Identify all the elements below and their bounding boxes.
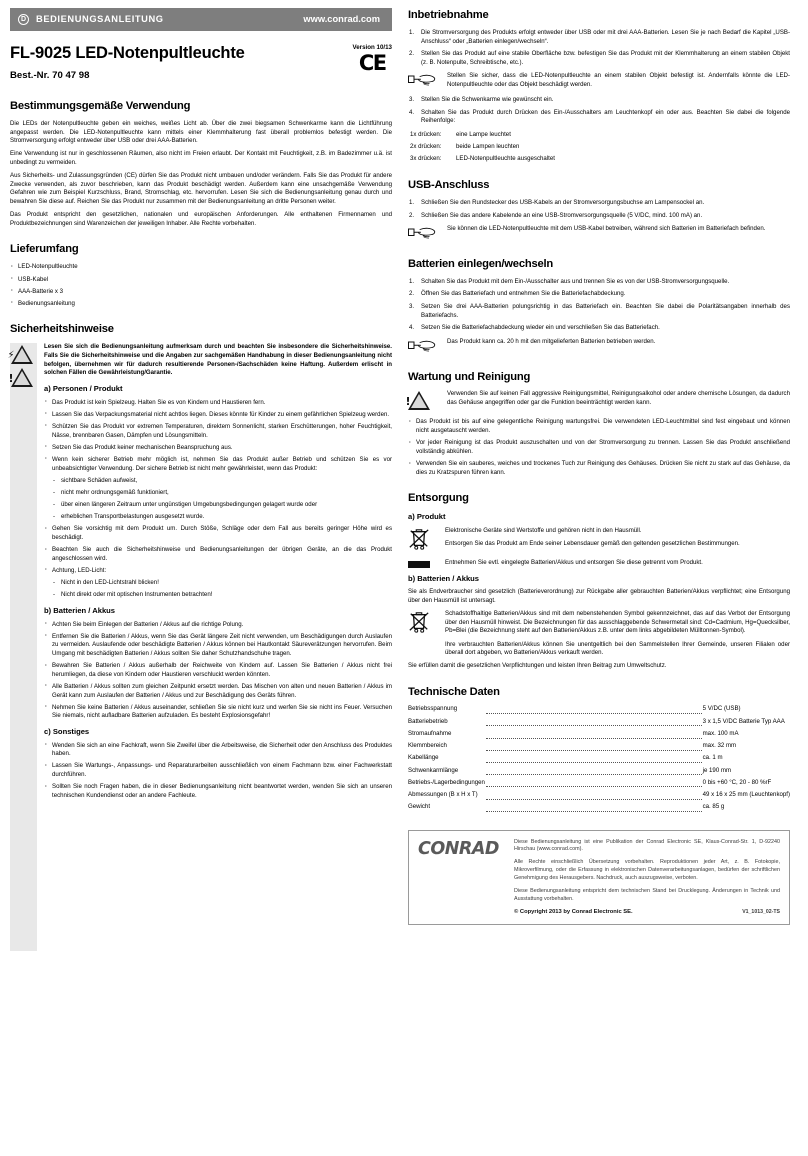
dot-leader [485, 779, 703, 791]
dot-leader [485, 742, 703, 754]
list-item: Stellen Sie die Schwenkarme wie gewünscht ein. [421, 96, 554, 104]
table-row [408, 742, 790, 754]
battery-steps [408, 278, 790, 333]
safety-content [10, 343, 392, 800]
list-item: · Sollten Sie noch Fragen haben, die in dieser Bedienungsanleitung nicht beantwortet werden, wenden Sie sich an unseren technischen Kundendienst oder an andere Fachleute. [44, 783, 392, 800]
spec-value: 3 x 1,5 V/DC Batterie Typ AAA [702, 717, 785, 725]
document-type-label: BEDIENUNGSANLEITUNG [36, 13, 164, 24]
list-item: Setzen Sie die Batteriefachabdeckung wieder ein und verschließen Sie das Batteriefach. [421, 324, 660, 332]
intended-use-paragraph: Die LEDs der Notenpultleuchte geben ein weiches, weißes Licht ab. Über die zwei biegsamen Schwenkarme kann die Lichtführung angepasst werden. Die LED-Notenpultleuchte kann mittels einer Klemmhalterung fast überall problemlos befestigt werden. Die Stromversorgung erfolgt entweder über USB oder drei AAA-Batterien. [10, 119, 392, 145]
list-item: · Alle Batterien / Akkus sollten zum gleichen Zeitpunkt ersetzt werden. Das Mischen von alten und neuen Batterien / Akkus im Gerät kann zum Auslaufen der Batterien / Akkus und zur Beschädigung des Geräts führen. [44, 683, 392, 700]
disposal-batteries-para-1: Schadstoffhaltige Batterien/Akkus sind mit dem nebenstehenden Symbol gekennzeichnet, das auf das Verbot der Entsorgung über den Hausmüll hinweist. Die Bezeichnungen für das ausschlaggebende Schwermetall sind: Cd=Cadmium, Hg=Quecksilber, Pb=Blei (die Bezeichnung steht auf den Batterien/Akkus z.B. unter dem links abgebildeten Mülltonnen-Symbol). [445, 610, 790, 635]
section-heading-battery: Batterien einlegen/wechseln [408, 257, 554, 270]
safety-grey-band [10, 343, 37, 951]
list-item: · Das Produkt ist kein Spielzeug. Halten Sie es von Kindern und Haustieren fern. [44, 399, 392, 408]
disposal-subheading-batteries: b) Batterien / Akkus [408, 573, 480, 583]
dot-leader [485, 791, 703, 803]
list-item: Schalten Sie das Produkt durch Drücken des Ein-/Ausschalters am Leuchtenkopf ein oder aus. Beachten Sie dabei die folgende Reihenfolge: [421, 108, 790, 125]
spec-key: Abmessungen (B x H x T) [408, 791, 478, 799]
list-item: · Das Produkt ist bis auf eine gelegentliche Reinigung wartungsfrei. Die verwendeten LED-Leuchtmittel sind fest eingebaut und können nicht ausgetauscht werden. [408, 418, 790, 435]
title-row [10, 42, 392, 83]
list-item: Stellen Sie das Produkt auf eine stabile Oberfläche bzw. befestigen Sie das Produkt mit der Klemmhalterung an einem stabilen Objekt (z. B. Notenpulte, Schreibtische, etc.). [421, 50, 790, 66]
note-text: Stellen Sie sicher, dass die LED-Notenpultleuchte an einem stabilen Objekt befestigt ist. Andernfalls könnte die LED-Notenpultleuchte oder das Objekt beschädigt werden. [447, 72, 790, 89]
dot-leader [485, 705, 703, 717]
list-item: · Gehen Sie vorsichtig mit dem Produkt um. Durch Stöße, Schläge oder dem Fall aus bereits geringer Höhe wird es beschädigt. [44, 525, 392, 542]
left-column [7, 8, 392, 925]
scope-of-delivery-list [10, 263, 392, 308]
disposal-line-2: Entsorgen Sie das Produkt am Ende seiner Lebensdauer gemäß den geltenden gesetzlichen Bestimmungen. [445, 540, 740, 548]
list-item: · Achtung, LED-Licht: [44, 567, 392, 576]
spec-value: 0 bis +60 °C, 20 - 80 %rF [702, 778, 772, 786]
disposal-batteries-para-2: Ihre verbrauchten Batterien/Akkus können Sie unentgeltlich bei den Sammelstellen Ihrer Gemeinde, unseren Filialen oder überall dort abgeben, wo Batterien/Akkus verkauft werden. [445, 640, 790, 657]
press-row [410, 143, 790, 152]
section-heading-safety: Sicherheitshinweise [10, 323, 114, 336]
intended-use-paragraph: Eine Verwendung ist nur in geschlossenen Räumen, also nicht im Freien erlaubt. Der Kontakt mit Feuchtigkeit, z.B. im Badezimmer u.ä. ist unbedingt zu vermeiden. [10, 150, 392, 166]
section-heading-tech-data: Technische Daten [408, 685, 500, 698]
spec-key: Kabellänge [408, 754, 439, 762]
section-heading-startup: Inbetriebnahme [408, 9, 489, 21]
list-item: · Bedienungsanleitung [10, 300, 392, 309]
document-footer [408, 830, 790, 925]
footer-paragraph: Diese Bedienungsanleitung ist eine Publikation der Conrad Electronic SE, Klaus-Conrad-Str. 1, D-92240 Hirschau (www.conrad.com). [514, 838, 780, 853]
spec-value: ca. 1 m [702, 754, 723, 762]
spec-value: max. 32 mm [702, 742, 737, 750]
safety-persons-sublist [44, 477, 392, 522]
list-item: · Lassen Sie Wartungs-, Anpassungs- und Reparaturarbeiten ausschließlich von einem Fachmann bzw. einer Fachwerkstatt durchführen. [44, 762, 392, 779]
disposal-line-3: Entnehmen Sie evtl. eingelegte Batterien/Akkus und entsorgen Sie diese getrennt vom Produkt. [445, 558, 703, 566]
two-column-layout [7, 8, 798, 925]
disposal-product-row [408, 527, 790, 555]
list-item: Schließen Sie das andere Kabelende an eine USB-Stromversorgungsquelle (5 V/DC, mind. 100 mA) an. [421, 211, 703, 219]
spec-value: 5 V/DC (USB) [702, 705, 741, 713]
exclamation-warning-triangle-icon: ! [408, 390, 438, 412]
press-row [410, 155, 790, 164]
order-number: Best.-Nr. 70 47 98 [10, 70, 90, 82]
table-row [408, 791, 790, 803]
footer-text-group [514, 839, 780, 917]
safety-subheading-batteries: b) Batterien / Akkus [44, 605, 116, 615]
warning-icons-group [7, 345, 36, 389]
disposal-batteries-row [408, 610, 790, 658]
dot-leader [485, 754, 703, 766]
usb-note [408, 225, 790, 243]
intended-use-paragraph: Das Produkt entspricht den gesetzlichen, nationalen und europäischen Anforderungen. Alle enthaltenen Firmennamen und Produktbezeichnungen sind Warenzeichen der jeweiligen Inhaber. Alle Rechte vorbehalten. [10, 211, 392, 227]
black-bar-icon [408, 559, 436, 568]
press-label: 2x drücken: [410, 143, 442, 151]
battery-note [408, 338, 790, 356]
maintenance-list [408, 418, 790, 477]
list-item: · Bewahren Sie Batterien / Akkus außerhalb der Reichweite von Kindern auf. Lassen Sie Batterien / Akkus nicht frei herumliegen, da diese von Kindern oder Haustieren verschluckt werden könnten. [44, 662, 392, 679]
press-sequence-list [408, 131, 790, 164]
list-item: - erheblichen Transportbelastungen ausgesetzt wurde. [53, 513, 392, 522]
table-row [408, 767, 790, 779]
list-item: · Lassen Sie das Verpackungsmaterial nicht achtlos liegen. Dieses könnte für Kinder zu einem gefährlichen Spielzeug werden. [44, 411, 392, 420]
disposal-batteries-text-group [445, 610, 790, 658]
crossed-out-wheelie-bin-icon [408, 527, 436, 555]
list-item: · Nehmen Sie keine Batterien / Akkus auseinander, schließen Sie sie nicht kurz und werfen Sie sie nicht ins Feuer. Versuchen Sie niemals, nicht aufladbare Batterien aufzuladen. Es besteht Explosionsgefahr! [44, 704, 392, 721]
list-item: - über einen längeren Zeitraum unter ungünstigen Umgebungsbedingungen gelagert wurde oder [53, 501, 392, 510]
right-column [405, 8, 790, 925]
press-label: 3x drücken: [410, 155, 442, 163]
title-group [10, 42, 245, 83]
conrad-logo-text: CONRAD [418, 838, 499, 859]
section-heading-disposal: Entsorgung [408, 492, 469, 505]
disposal-text-group [445, 527, 790, 549]
spec-value: ca. 85 g [702, 803, 725, 811]
spec-key: Stromaufnahme [408, 729, 452, 737]
table-row [408, 754, 790, 766]
list-item: - nicht mehr ordnungsgemäß funktioniert, [53, 489, 392, 498]
version-ce-group [352, 42, 392, 73]
section-heading-intended-use: Bestimmungsgemäße Verwendung [10, 100, 191, 113]
startup-note-1 [408, 72, 790, 90]
spec-key: Gewicht [408, 803, 431, 811]
safety-subheading-persons-product: a) Personen / Produkt [44, 383, 123, 393]
safety-warning-text: Lesen Sie sich die Bedienungsanleitung aufmerksam durch und beachten Sie insbesondere die Sicherheitshinweise. Falls Sie die Sicherheitshinweise und die Angaben zur sachgemäßen Handhabung in dieser Bedienungsanleitung nicht befolgen, übernehmen wir für dadurch resultierende Personen-/Sachschäden keine Haftung. Außerdem erlischt in solchen Fällen die Gewährleistung/Garantie. [44, 343, 392, 377]
footer-paragraph: Diese Bedienungsanleitung entspricht dem technischen Stand bei Drucklegung. Änderungen in Technik und Ausstattung vorbehalten. [514, 887, 780, 902]
dot-leader [485, 803, 703, 815]
table-row [408, 803, 790, 815]
hand-pointer-icon [408, 225, 438, 243]
maintenance-warning [405, 390, 790, 412]
list-item: · LED-Notenpultleuchte [10, 263, 392, 272]
language-badge-icon: D [18, 14, 29, 25]
list-item: · USB-Kabel [10, 276, 392, 285]
conrad-logo [418, 839, 504, 917]
spec-key: Betriebs-/Lagerbedingungen [408, 778, 485, 786]
list-item: Setzen Sie drei AAA-Batterien polungsrichtig in das Batteriefach ein. Beachten Sie dabei die Polaritätsangaben innerhalb des Batteriefachs. [421, 302, 790, 319]
startup-steps-2 [408, 96, 790, 126]
press-row [410, 131, 790, 140]
hand-pointer-icon [408, 338, 438, 356]
list-item: · Achten Sie beim Einlegen der Batterien / Akkus auf die richtige Polung. [44, 621, 392, 630]
list-item: · Verwenden Sie ein sauberes, weiches und trockenes Tuch zur Reinigung des Gehäuses. Drücken Sie nicht zu stark auf das Gehäuse, da dies zu Kratzspuren führen kann. [408, 460, 790, 477]
spec-key: Betriebsspannung [408, 705, 458, 713]
list-item: · Schützen Sie das Produkt vor extremen Temperaturen, direktem Sonnenlicht, starken Erschütterungen, hoher Feuchtigkeit, Nässe, brennbaren Gasen, Dämpfen und Lösungsmitteln. [44, 423, 392, 440]
note-text: Sie können die LED-Notenpultleuchte mit dem USB-Kabel betreiben, während sich Batterien im Batteriefach befinden. [447, 225, 766, 233]
table-row [408, 730, 790, 742]
disposal-batteries-intro: Sie als Endverbraucher sind gesetzlich (Batterieverordnung) zur Rückgabe aller gebrauchten Batterien/Akkus verpflichtet; eine Entsorgung über den Hausmüll ist untersagt. [408, 588, 790, 605]
version-code: V1_1013_02-TS [742, 909, 780, 916]
list-item: Schalten Sie das Produkt mit dem Ein-/Ausschalter aus und trennen Sie es von der USB-Stromversorgungsquelle. [421, 277, 730, 285]
press-text: LED-Notenpultleuchte ausgeschaltet [456, 155, 555, 163]
disposal-battery-removal-row [408, 559, 790, 568]
disposal-line-1: Elektronische Geräte sind Wertstoffe und gehören nicht in den Hausmüll. [445, 526, 642, 534]
startup-steps-1 [408, 29, 790, 68]
dot-leader [485, 767, 703, 779]
dot-leader [485, 730, 703, 742]
safety-section [7, 343, 392, 800]
dot-leader [485, 718, 703, 730]
usb-steps [408, 199, 790, 220]
ce-mark-icon: CE [358, 50, 386, 75]
list-item: · AAA-Batterie x 3 [10, 288, 392, 297]
safety-batteries-list [44, 621, 392, 721]
note-text: Das Produkt kann ca. 20 h mit den mitgelieferten Batterien betrieben werden. [447, 337, 656, 345]
crossed-out-wheelie-bin-icon [408, 610, 436, 638]
safety-subheading-other: c) Sonstiges [44, 726, 90, 736]
warning-text: Verwenden Sie auf keinen Fall aggressive Reinigungsmittel, Reinigungsalkohol oder andere chemische Lösungen, da dadurch das Gehäuse angegriffen oder gar die Funktion beeinträchtigt werden kann. [447, 390, 790, 407]
spec-key: Schwenkarmlänge [408, 766, 459, 774]
technical-data-table [408, 705, 790, 815]
list-item: Öffnen Sie das Batteriefach und entnehmen Sie die Batteriefachabdeckung. [421, 290, 626, 298]
safety-led-sublist [44, 579, 392, 600]
version-label: Version 10/13 [352, 44, 392, 51]
section-heading-scope-of-delivery: Lieferumfang [10, 243, 79, 256]
list-item: Die Stromversorgung des Produkts erfolgt entweder über USB oder mit drei AAA-Batterien. Lesen Sie je nach Bedarf die Kapitel „USB-Anschluss“ oder „Batterien einlegen/wechseln“. [421, 28, 790, 45]
safety-persons-list-cont [44, 525, 392, 575]
safety-other-list [44, 742, 392, 801]
list-item: - sichtbare Schäden aufweist, [53, 477, 392, 486]
press-text: beide Lampen leuchten [456, 143, 520, 151]
list-item: · Entfernen Sie die Batterien / Akkus, wenn Sie das Gerät längere Zeit nicht verwenden, um Beschädigungen durch Auslaufen zu vermeiden. Auslaufende oder beschädigte Batterien / Akkus können bei Hautkontakt Säureverätzungen hervorrufen. Beim Umgang mit beschädigten Batterien / Akkus sollten Sie daher Schutzhandschuhe tragen. [44, 633, 392, 659]
list-item: · Wenden Sie sich an eine Fachkraft, wenn Sie Zweifel über die Arbeitsweise, die Sicherheit oder den Anschluss des Produktes haben. [44, 742, 392, 759]
section-heading-maintenance: Wartung und Reinigung [408, 370, 531, 383]
disposal-subheading-product: a) Produkt [408, 512, 446, 522]
list-item: · Wenn kein sicherer Betrieb mehr möglich ist, nehmen Sie das Produkt außer Betrieb und schützen Sie es vor unbeabsichtigter Verwendung. Der sichere Betrieb ist nicht mehr gewährleistet, wenn das Produkt: [44, 456, 392, 473]
list-item: · Vor jeder Reinigung ist das Produkt auszuschalten und von der Stromversorgung zu trennen. Lassen Sie das Produkt anschließend vollständig abkühlen. [408, 439, 790, 456]
table-row [408, 779, 790, 791]
list-item: Schließen Sie den Rundstecker des USB-Kabels an der Stromversorgungsbuchse am Lampensockel an. [421, 198, 705, 206]
exclamation-warning-triangle-icon: ! [11, 368, 36, 389]
table-row [408, 718, 790, 730]
list-item: · Setzen Sie das Produkt keiner mechanischen Beanspruchung aus. [44, 444, 392, 453]
table-row [408, 705, 790, 717]
press-text: eine Lampe leuchtet [456, 131, 511, 139]
press-label: 1x drücken: [410, 131, 442, 139]
spec-key: Klemmbereich [408, 742, 447, 750]
list-item: - Nicht direkt oder mit optischen Instrumenten betrachten! [53, 591, 392, 600]
copyright-text: © Copyright 2013 by Conrad Electronic SE. [514, 909, 633, 916]
spec-value: max. 100 mA [702, 729, 739, 737]
footer-bottom-row [514, 908, 780, 916]
website-label: www.conrad.com [303, 13, 380, 24]
intended-use-paragraph: Aus Sicherheits- und Zulassungsgründen (CE) dürfen Sie das Produkt nicht umbauen und/oder verändern. Falls Sie das Produkt für andere Zwecke verwenden, als zuvor beschrieben, kann das Produkt beschädigt werden. Außerdem kann eine unsachgemäße Verwendung Gefahren wie zum Beispiel Kurzschluss, Brand, Stromschlag, etc. hervorrufen. Lesen Sie sich die Bedienungsanleitung genau durch und bewahren Sie diese auf. Reichen Sie das Produkt nur zusammen mit der Bedienungsanleitung an dritte Personen weiter. [10, 172, 392, 206]
list-item: - Nicht in den LED-Lichtstrahl blicken! [53, 579, 392, 588]
list-item: · Beachten Sie auch die Sicherheitshinweise und Bedienungsanleitungen der übrigen Geräte, an die das Produkt angeschlossen wird. [44, 546, 392, 563]
lightning-warning-triangle-icon: ⚡ [11, 345, 36, 366]
spec-value: 49 x 16 x 25 mm (Leuchtenkopf) [702, 791, 790, 799]
document-header-bar [10, 8, 392, 31]
page-title: FL-9025 LED-Notenpultleuchte [10, 44, 245, 62]
hand-pointer-icon [408, 72, 438, 90]
disposal-closing-text: Sie erfüllen damit die gesetzlichen Verpflichtungen und leisten Ihren Beitrag zum Umweltschutz. [408, 661, 667, 669]
header-left-group [18, 13, 164, 26]
spec-value: je 190 mm [702, 766, 732, 774]
footer-paragraph: Alle Rechte einschließlich Übersetzung vorbehalten. Reproduktionen jeder Art, z. B. Fotokopie, Mikroverfilmung, oder die Erfassung in elektronischen Datenverarbeitungsanlagen, bedürfen der schriftlichen Genehmigung des Herausgebers. Nachdruck, auch auszugsweise, verboten. [514, 859, 780, 881]
safety-persons-list [44, 399, 392, 473]
spec-key: Batteriebetrieb [408, 717, 448, 725]
section-heading-usb: USB-Anschluss [408, 178, 490, 191]
